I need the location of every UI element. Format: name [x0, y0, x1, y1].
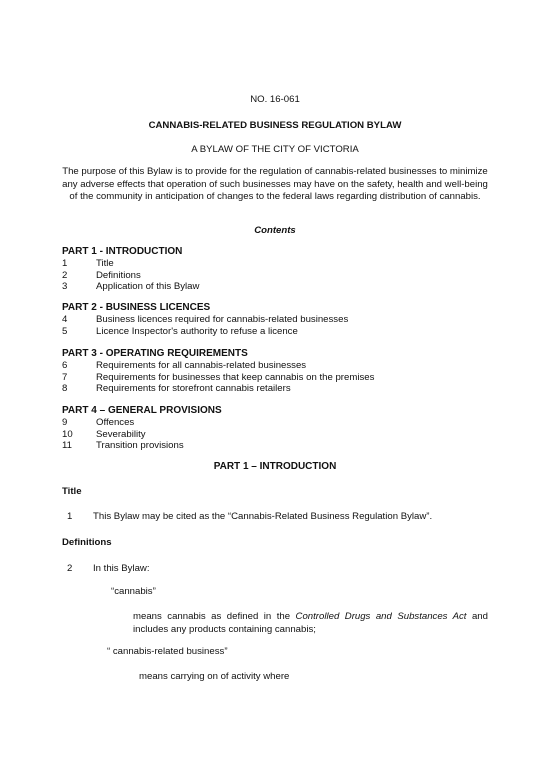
bylaw-title: CANNABIS-RELATED BUSINESS REGULATION BYLAW [148, 120, 402, 131]
toc-part-2 [62, 301, 492, 337]
defined-term-cannabis: “cannabis” [111, 586, 156, 597]
definition-cannabis [133, 611, 488, 636]
toc-item[interactable] [62, 281, 492, 293]
section-1-number: 1 [67, 511, 73, 522]
toc-item-number: 3 [62, 281, 68, 292]
toc-item-label: Definitions [96, 269, 141, 281]
section-2-number: 2 [67, 563, 73, 574]
toc-item-number: 1 [62, 258, 68, 269]
toc-part-heading: PART 2 - BUSINESS LICENCES [62, 302, 211, 313]
toc-item[interactable] [62, 270, 492, 282]
toc-item[interactable] [62, 314, 492, 326]
toc-item-label: Requirements for businesses that keep cannabis on the premises [96, 371, 375, 383]
toc-item-label: Licence Inspector's authority to refuse a licence [96, 325, 298, 337]
definition-cannabis-related-business: means carrying on of activity where [139, 671, 290, 682]
purpose-statement: The purpose of this Bylaw is to provide for the regulation of cannabis-related businesses to minimize any adverse effects that operation of such businesses may have on the safety, health and well-being of the community in anticipation of changes to the federal laws regarding distribution of cannabis. [62, 166, 488, 203]
toc-item[interactable] [62, 440, 492, 452]
contents-label: Contents [254, 225, 296, 236]
toc-item-label: Severability [96, 428, 146, 440]
toc-item-number: 6 [62, 360, 68, 371]
bylaw-subtitle: A BYLAW OF THE CITY OF VICTORIA [191, 144, 359, 155]
toc-item-label: Application of this Bylaw [96, 281, 200, 292]
definition-text: and includes any products containing cannabis; [133, 611, 488, 635]
toc-item[interactable] [62, 372, 492, 384]
toc-item-number: 4 [62, 314, 68, 325]
toc-item[interactable] [62, 360, 492, 372]
toc-item-label: Business licences required for cannabis-related businesses [96, 314, 349, 325]
toc-item[interactable] [62, 429, 492, 441]
definitions-section-heading: Definitions [62, 537, 112, 548]
toc-item-number: 5 [62, 325, 68, 337]
toc-item-label: Title [96, 258, 114, 269]
toc-part-1 [62, 245, 492, 293]
act-name: Controlled Drugs and Substances Act [295, 611, 467, 622]
toc-item-number: 10 [62, 428, 73, 440]
bylaw-number: NO. 16-061 [250, 94, 300, 105]
toc-item[interactable] [62, 258, 492, 270]
toc-item[interactable] [62, 326, 492, 338]
section-1-text: This Bylaw may be cited as the “Cannabis-Related Business Regulation Bylaw”. [93, 511, 433, 522]
title-section-heading: Title [62, 486, 82, 497]
toc-item-number: 8 [62, 383, 68, 394]
toc-item[interactable] [62, 383, 492, 395]
toc-part-heading: PART 4 – GENERAL PROVISIONS [62, 405, 222, 416]
toc-part-heading: PART 3 - OPERATING REQUIREMENTS [62, 348, 248, 359]
toc-part-4 [62, 404, 492, 452]
section-2-text: In this Bylaw: [93, 563, 150, 574]
toc-item[interactable] [62, 417, 492, 429]
toc-part-3 [62, 347, 492, 395]
defined-term-cannabis-related-business: “ cannabis-related business” [107, 646, 228, 657]
toc-item-label: Requirements for all cannabis-related businesses [96, 360, 307, 371]
toc-part-heading: PART 1 - INTRODUCTION [62, 246, 183, 257]
toc-item-label: Requirements for storefront cannabis retailers [96, 383, 291, 394]
toc-item-number: 9 [62, 417, 68, 428]
toc-item-number: 11 [62, 440, 72, 451]
toc-item-number: 7 [62, 371, 68, 383]
toc-item-label: Transition provisions [96, 440, 184, 451]
definition-text: means cannabis as defined in the [133, 611, 296, 622]
toc-item-number: 2 [62, 269, 68, 281]
toc-item-label: Offences [96, 417, 135, 428]
part-1-heading: PART 1 – INTRODUCTION [213, 461, 337, 472]
